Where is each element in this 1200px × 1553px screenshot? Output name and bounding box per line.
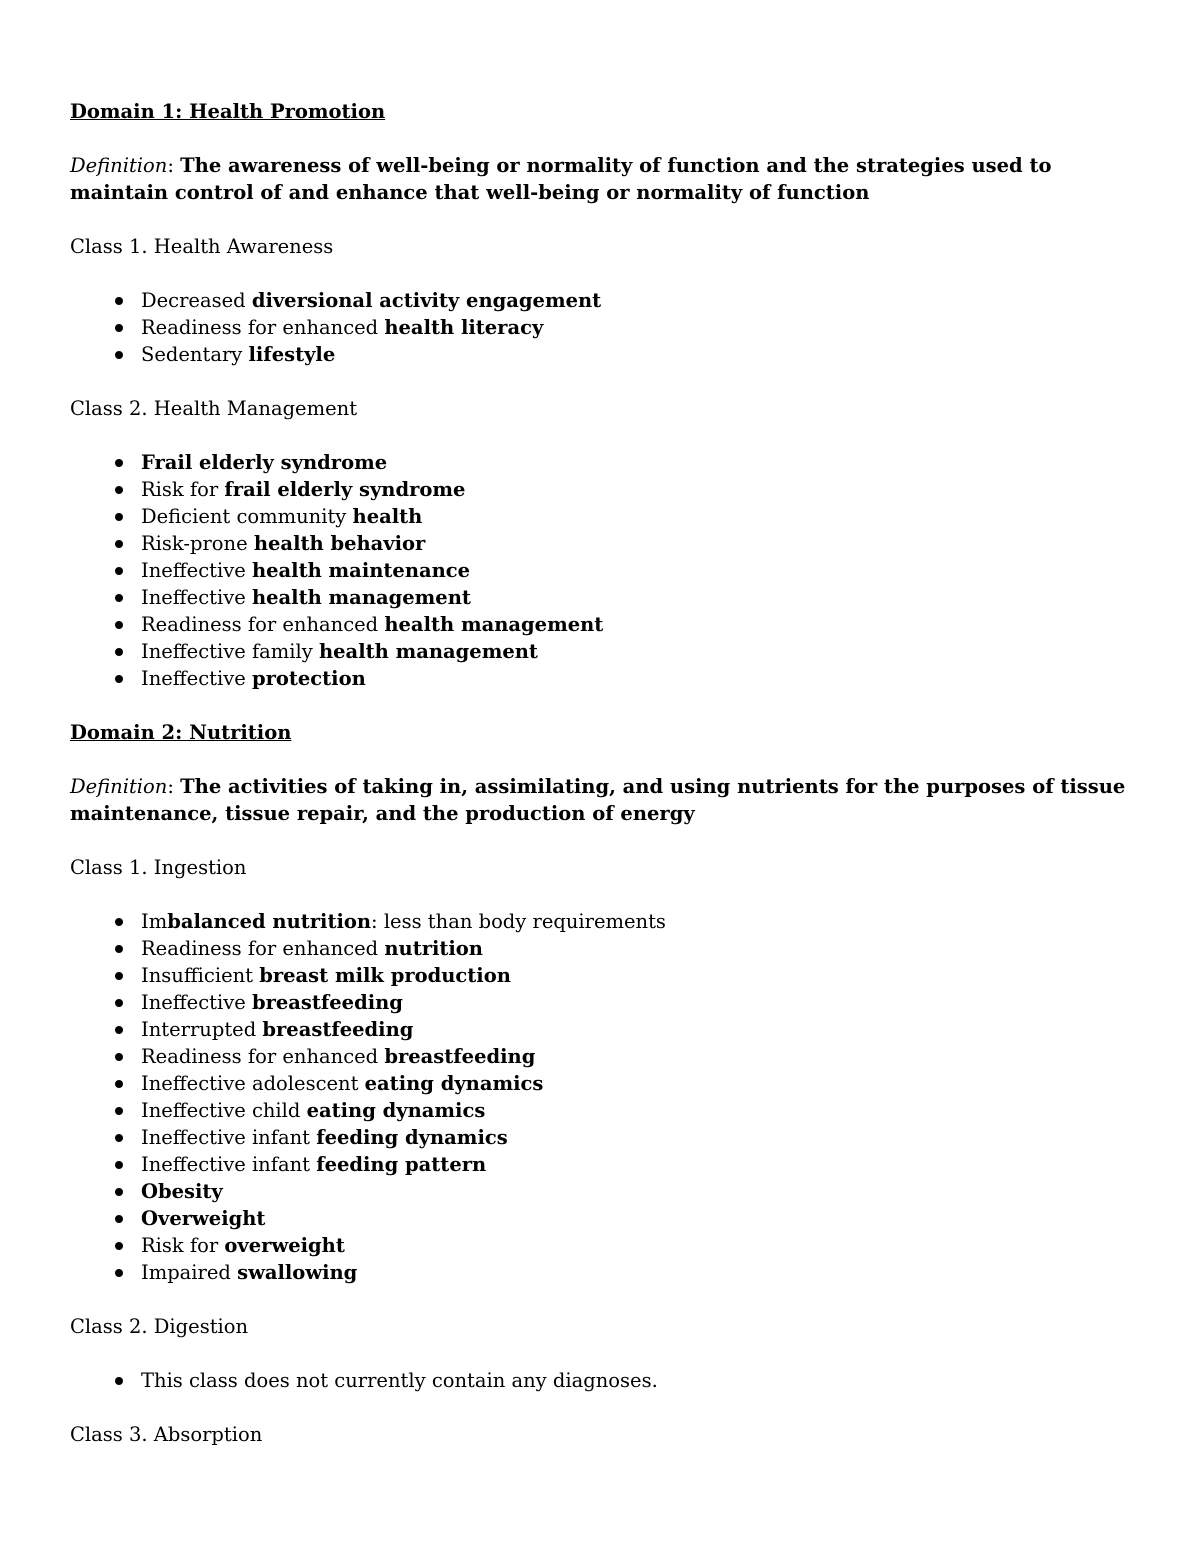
list-item [70, 449, 1130, 476]
list-item [70, 1070, 1130, 1097]
diagnosis-focus: protection [251, 667, 366, 690]
diagnosis-focus: diversional activity engagement [251, 289, 602, 312]
diagnosis-focus: breastfeeding [262, 1018, 414, 1041]
diagnosis-focus: eating dynamics [364, 1072, 544, 1095]
diagnosis-qualifier: Readiness for enhanced [141, 316, 385, 339]
diagnosis-focus: balanced nutrition [167, 910, 372, 933]
list-item [70, 503, 1130, 530]
diagnosis-qualifier: : less than body requirements [371, 910, 666, 933]
list-item [70, 638, 1130, 665]
list-item [70, 557, 1130, 584]
diagnosis-focus: health maintenance [251, 559, 471, 582]
diagnosis-qualifier: This class does not currently contain any diagnoses. [141, 1369, 658, 1392]
diagnosis-qualifier: Ineffective [141, 559, 252, 582]
diagnosis-focus: frail elderly syndrome [224, 478, 466, 501]
definition-separator: : [167, 775, 181, 798]
diagnosis-qualifier: Sedentary [141, 343, 249, 366]
class-title: Class 1. Ingestion [70, 856, 247, 879]
list-item [70, 908, 1130, 935]
diagnosis-qualifier: Ineffective infant [141, 1153, 317, 1176]
diagnosis-focus: health [352, 505, 423, 528]
list-item [70, 962, 1130, 989]
definition-text: The activities of taking in, assimilating, and using nutrients for the purposes of tissue maintenance, tissue repair, and the production of energy [70, 775, 1126, 825]
diagnosis-focus: health management [318, 640, 538, 663]
list-item [70, 1259, 1130, 1286]
list-item [70, 1205, 1130, 1232]
diagnosis-qualifier: Risk for [141, 1234, 225, 1257]
diagnosis-qualifier: Im [141, 910, 168, 933]
domain-title: Domain 2: Nutrition [70, 721, 292, 744]
class-title: Class 2. Digestion [70, 1315, 249, 1338]
domain-definition [70, 773, 1130, 827]
list-item [70, 665, 1130, 692]
class-title: Class 2. Health Management [70, 397, 358, 420]
domain-section [70, 98, 1130, 692]
diagnosis-qualifier: Ineffective infant [141, 1126, 317, 1149]
diagnosis-focus: nutrition [384, 937, 483, 960]
list-item [70, 530, 1130, 557]
document-page [70, 98, 1130, 1475]
list-item [70, 287, 1130, 314]
diagnosis-qualifier: Ineffective adolescent [141, 1072, 365, 1095]
class-title: Class 3. Absorption [70, 1423, 263, 1446]
diagnosis-focus: breastfeeding [251, 991, 403, 1014]
domain-definition [70, 152, 1130, 206]
list-item [70, 1124, 1130, 1151]
list-item [70, 476, 1130, 503]
list-item [70, 1178, 1130, 1205]
diagnosis-qualifier: Impaired [141, 1261, 238, 1284]
diagnosis-list [70, 287, 1130, 368]
list-item [70, 611, 1130, 638]
diagnosis-focus: health literacy [384, 316, 544, 339]
diagnosis-focus: lifestyle [248, 343, 336, 366]
list-item [70, 935, 1130, 962]
definition-separator: : [167, 154, 181, 177]
list-item [70, 1151, 1130, 1178]
diagnosis-focus: overweight [224, 1234, 345, 1257]
list-item [70, 314, 1130, 341]
list-item [70, 1232, 1130, 1259]
domain-section [70, 719, 1130, 1448]
diagnosis-focus: feeding pattern [316, 1153, 487, 1176]
diagnosis-qualifier: Ineffective [141, 667, 252, 690]
diagnosis-focus: Frail elderly syndrome [141, 451, 388, 474]
definition-label: Definition [70, 775, 168, 798]
list-item [70, 341, 1130, 368]
diagnosis-qualifier: Ineffective family [141, 640, 319, 663]
diagnosis-qualifier: Deficient community [141, 505, 353, 528]
list-item [70, 1043, 1130, 1070]
diagnosis-qualifier: Readiness for enhanced [141, 1045, 385, 1068]
list-item [70, 989, 1130, 1016]
diagnosis-focus: breastfeeding [384, 1045, 536, 1068]
definition-text: The awareness of well-being or normality of function and the strategies used to maintain control of and enhance that well-being or normality of function [70, 154, 1052, 204]
diagnosis-qualifier: Readiness for enhanced [141, 937, 385, 960]
diagnosis-focus: Obesity [141, 1180, 223, 1203]
diagnosis-focus: feeding dynamics [316, 1126, 508, 1149]
diagnosis-focus: Overweight [141, 1207, 266, 1230]
diagnosis-list [70, 449, 1130, 692]
list-item [70, 1367, 1130, 1394]
diagnosis-focus: eating dynamics [306, 1099, 486, 1122]
diagnosis-qualifier: Risk-prone [141, 532, 254, 555]
diagnosis-qualifier: Risk for [141, 478, 225, 501]
list-item [70, 1097, 1130, 1124]
diagnosis-qualifier: Ineffective [141, 586, 252, 609]
diagnosis-qualifier: Interrupted [141, 1018, 263, 1041]
diagnosis-focus: swallowing [237, 1261, 358, 1284]
diagnosis-focus: health management [384, 613, 604, 636]
class-title: Class 1. Health Awareness [70, 235, 334, 258]
diagnosis-focus: health behavior [253, 532, 426, 555]
diagnosis-focus: breast milk production [259, 964, 511, 987]
list-item [70, 1016, 1130, 1043]
diagnosis-qualifier: Ineffective child [141, 1099, 307, 1122]
diagnosis-qualifier: Insufficient [141, 964, 260, 987]
list-item [70, 584, 1130, 611]
diagnosis-list [70, 908, 1130, 1286]
diagnosis-qualifier: Readiness for enhanced [141, 613, 385, 636]
diagnosis-list [70, 1367, 1130, 1394]
diagnosis-qualifier: Decreased [141, 289, 252, 312]
diagnosis-focus: health management [251, 586, 471, 609]
domain-title: Domain 1: Health Promotion [70, 100, 386, 123]
definition-label: Definition [70, 154, 168, 177]
diagnosis-qualifier: Ineffective [141, 991, 252, 1014]
